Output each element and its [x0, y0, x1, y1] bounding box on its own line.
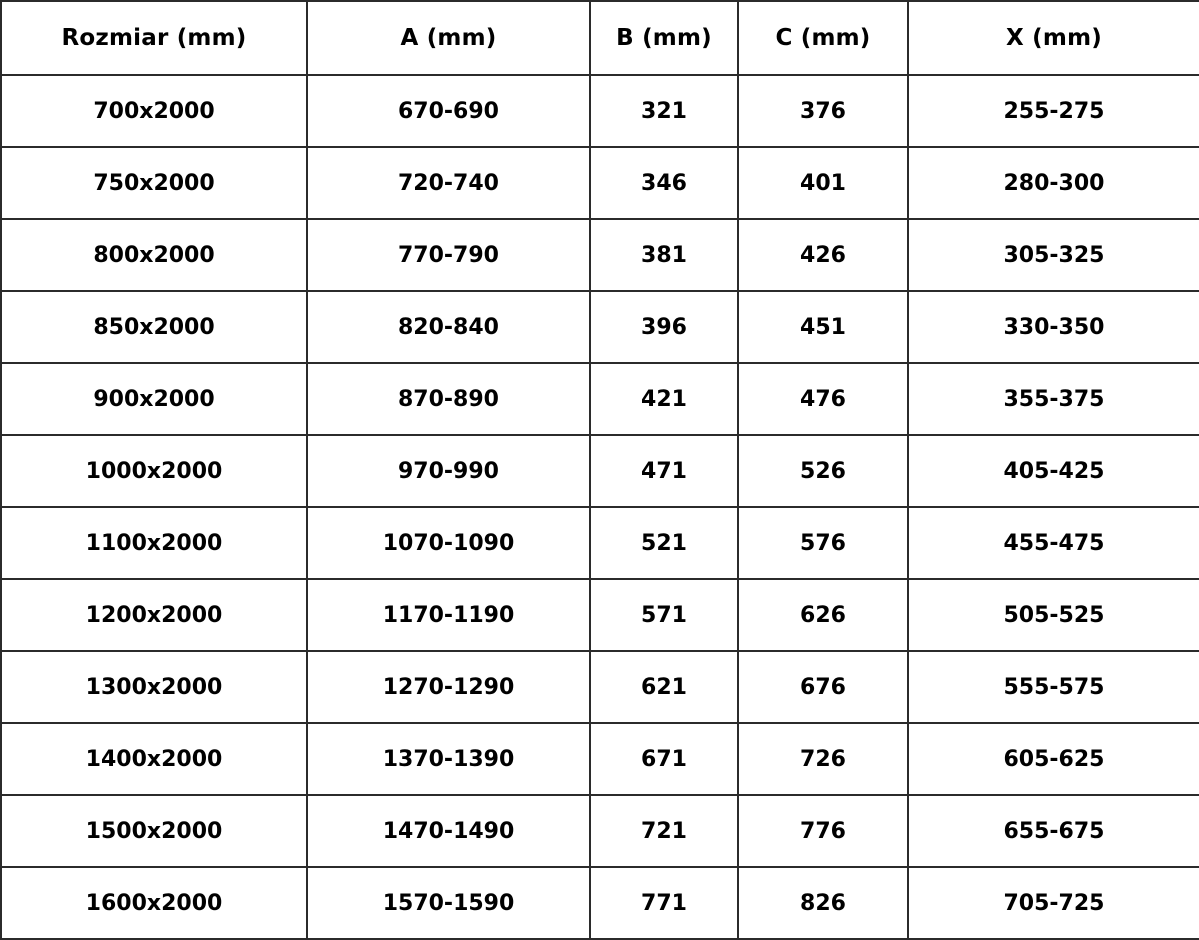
cell-b: 396: [590, 291, 738, 363]
cell-x: 330-350: [908, 291, 1199, 363]
cell-c: 376: [738, 75, 908, 147]
cell-x: 705-725: [908, 867, 1199, 939]
cell-x: 280-300: [908, 147, 1199, 219]
cell-x: 655-675: [908, 795, 1199, 867]
table-row: [1, 75, 1199, 147]
cell-a: 720-740: [307, 147, 590, 219]
cell-rozmiar: 900x2000: [1, 363, 307, 435]
cell-b: 721: [590, 795, 738, 867]
cell-a: 870-890: [307, 363, 590, 435]
cell-x: 505-525: [908, 579, 1199, 651]
cell-b: 771: [590, 867, 738, 939]
table-row: [1, 867, 1199, 939]
cell-rozmiar: 800x2000: [1, 219, 307, 291]
cell-b: 381: [590, 219, 738, 291]
table-row: [1, 435, 1199, 507]
table-row: [1, 507, 1199, 579]
cell-b: 571: [590, 579, 738, 651]
cell-a: 970-990: [307, 435, 590, 507]
cell-c: 776: [738, 795, 908, 867]
table-row: [1, 723, 1199, 795]
cell-c: 401: [738, 147, 908, 219]
cell-a: 1170-1190: [307, 579, 590, 651]
cell-c: 726: [738, 723, 908, 795]
cell-c: 476: [738, 363, 908, 435]
cell-rozmiar: 1300x2000: [1, 651, 307, 723]
cell-c: 826: [738, 867, 908, 939]
table-row: [1, 363, 1199, 435]
cell-x: 605-625: [908, 723, 1199, 795]
cell-c: 451: [738, 291, 908, 363]
cell-a: 1570-1590: [307, 867, 590, 939]
cell-rozmiar: 750x2000: [1, 147, 307, 219]
cell-b: 521: [590, 507, 738, 579]
cell-rozmiar: 1600x2000: [1, 867, 307, 939]
table-row: [1, 291, 1199, 363]
cell-b: 621: [590, 651, 738, 723]
cell-a: 1070-1090: [307, 507, 590, 579]
cell-x: 255-275: [908, 75, 1199, 147]
cell-rozmiar: 1000x2000: [1, 435, 307, 507]
cell-rozmiar: 1500x2000: [1, 795, 307, 867]
table-row: [1, 147, 1199, 219]
table-row: [1, 795, 1199, 867]
cell-rozmiar: 1200x2000: [1, 579, 307, 651]
column-header-b: B (mm): [590, 1, 738, 75]
cell-rozmiar: 1400x2000: [1, 723, 307, 795]
table-header-row: [1, 1, 1199, 75]
cell-a: 1470-1490: [307, 795, 590, 867]
table-row: [1, 579, 1199, 651]
column-header-c: C (mm): [738, 1, 908, 75]
cell-c: 426: [738, 219, 908, 291]
cell-b: 346: [590, 147, 738, 219]
cell-b: 671: [590, 723, 738, 795]
cell-a: 770-790: [307, 219, 590, 291]
cell-b: 471: [590, 435, 738, 507]
cell-b: 321: [590, 75, 738, 147]
cell-a: 1370-1390: [307, 723, 590, 795]
cell-a: 820-840: [307, 291, 590, 363]
cell-rozmiar: 700x2000: [1, 75, 307, 147]
column-header-x: X (mm): [908, 1, 1199, 75]
cell-x: 305-325: [908, 219, 1199, 291]
cell-c: 526: [738, 435, 908, 507]
cell-x: 555-575: [908, 651, 1199, 723]
cell-rozmiar: 850x2000: [1, 291, 307, 363]
cell-c: 576: [738, 507, 908, 579]
table-row: [1, 651, 1199, 723]
column-header-a: A (mm): [307, 1, 590, 75]
cell-a: 1270-1290: [307, 651, 590, 723]
cell-a: 670-690: [307, 75, 590, 147]
cell-rozmiar: 1100x2000: [1, 507, 307, 579]
column-header-rozmiar: Rozmiar (mm): [1, 1, 307, 75]
cell-c: 626: [738, 579, 908, 651]
cell-x: 455-475: [908, 507, 1199, 579]
cell-x: 405-425: [908, 435, 1199, 507]
cell-b: 421: [590, 363, 738, 435]
cell-c: 676: [738, 651, 908, 723]
table-row: [1, 219, 1199, 291]
cell-x: 355-375: [908, 363, 1199, 435]
